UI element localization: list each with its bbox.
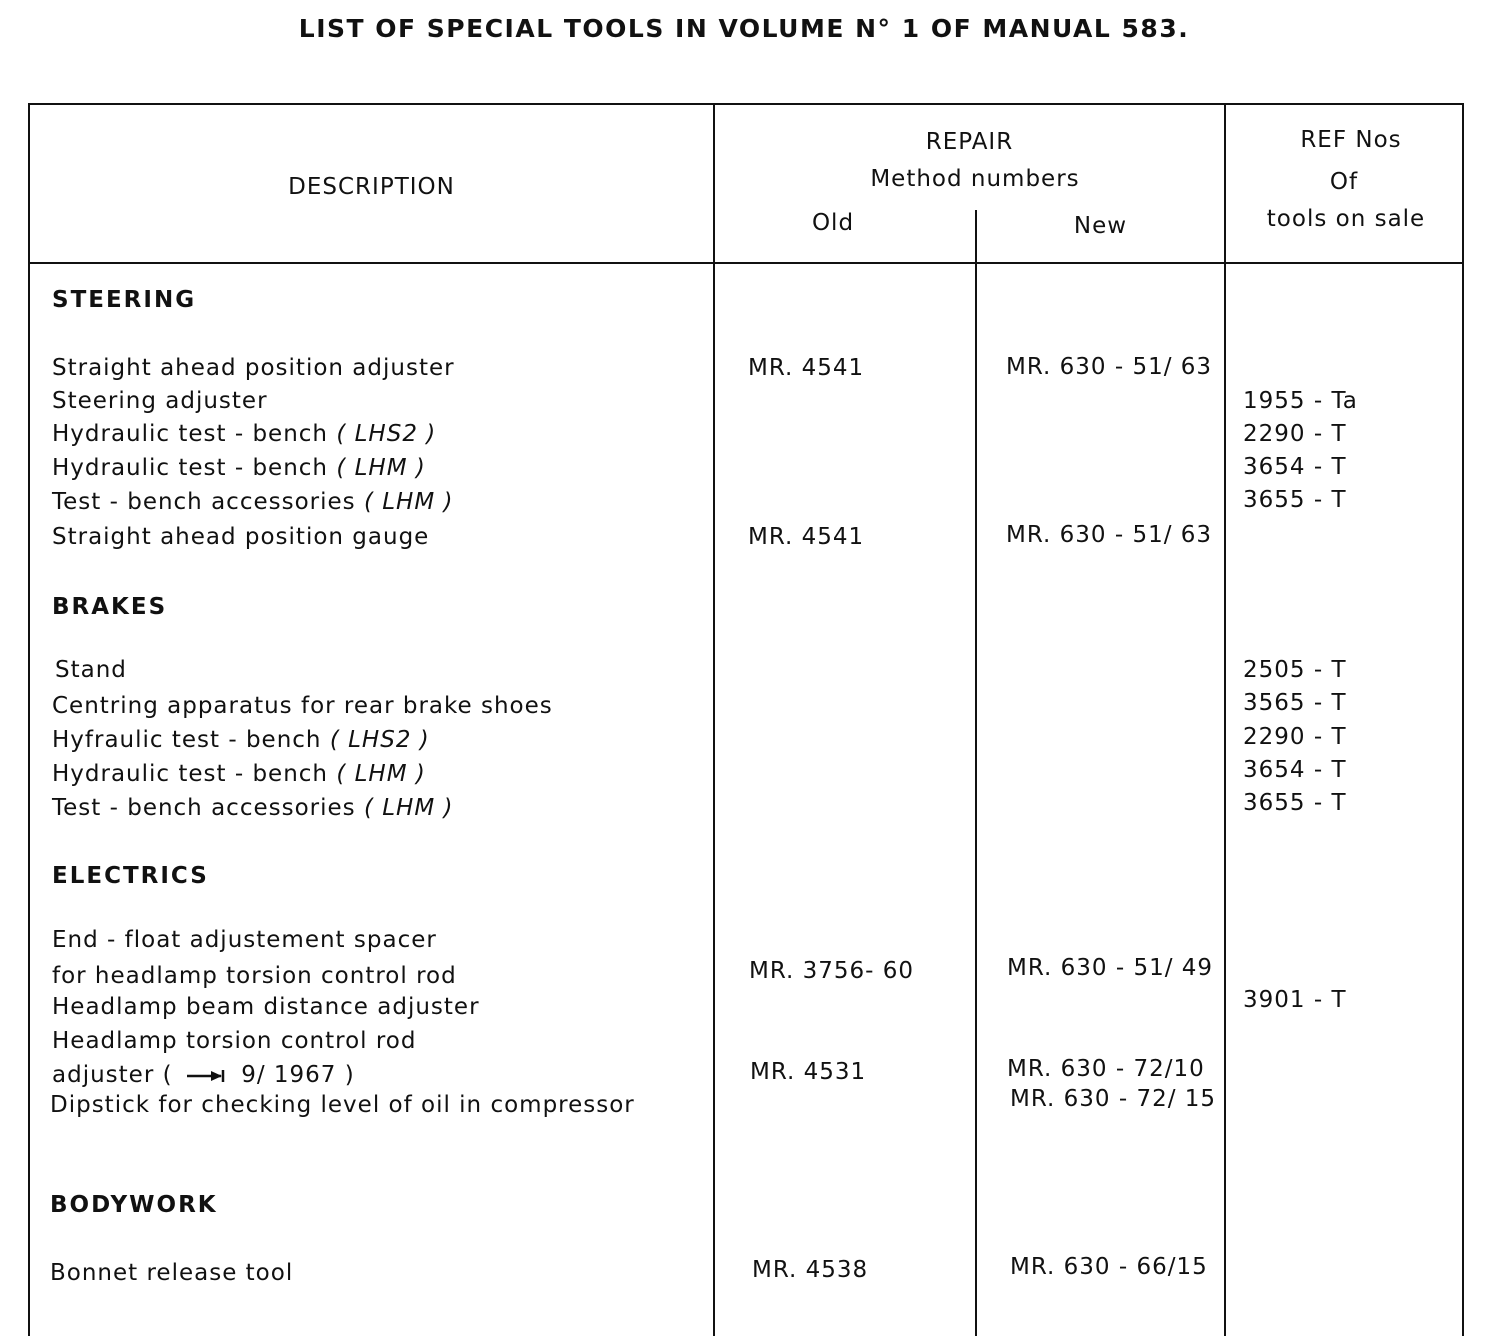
row-new: MR. 630 - 51/ 49 xyxy=(1007,955,1214,981)
row-desc-text: adjuster ( xyxy=(52,1062,173,1088)
row-desc-text: 9/ 1967 ) xyxy=(241,1062,355,1088)
section-heading-bodywork: BODYWORK xyxy=(50,1192,218,1218)
row-ref: 3565 - T xyxy=(1243,690,1347,716)
page-title: LIST OF SPECIAL TOOLS IN VOLUME N° 1 OF MANUAL 583. xyxy=(298,14,1190,43)
row-desc xyxy=(52,420,436,448)
row-old: MR. 4538 xyxy=(752,1257,869,1283)
row-ref: 3654 - T xyxy=(1243,757,1347,783)
header-bottom-border xyxy=(28,262,1464,264)
header-repair: REPAIR xyxy=(925,129,1014,155)
row-fluid-tag: ( LHS2 ) xyxy=(336,421,437,447)
row-fluid-tag: ( LHM ) xyxy=(336,455,426,481)
table-left-border xyxy=(28,103,30,1336)
row-desc-text: Hydraulic test - bench xyxy=(52,761,329,787)
row-desc: Dipstick for checking level of oil in compressor xyxy=(50,1092,635,1118)
row-desc-text: Hyfraulic test - bench xyxy=(52,727,322,753)
row-desc: Bonnet release tool xyxy=(50,1260,294,1286)
row-desc: Steering adjuster xyxy=(52,388,268,414)
row-desc: for headlamp torsion control rod xyxy=(52,963,457,989)
row-old: MR. 4541 xyxy=(748,524,865,550)
row-new: MR. 630 - 66/15 xyxy=(1010,1254,1208,1280)
row-desc: Stand xyxy=(55,657,127,683)
table-top-border xyxy=(28,103,1464,105)
header-old: Old xyxy=(811,210,855,236)
header-ref-line3: tools on sale xyxy=(1266,206,1426,232)
row-ref: 2505 - T xyxy=(1243,657,1347,683)
row-desc: Straight ahead position adjuster xyxy=(52,355,455,381)
arrow-to-bar-icon xyxy=(185,1068,229,1084)
row-desc: Centring apparatus for rear brake shoes xyxy=(52,693,553,719)
col-divider-old-new xyxy=(975,210,977,1336)
row-old: MR. 3756- 60 xyxy=(749,958,915,984)
row-desc: End - float adjustement spacer xyxy=(52,927,437,953)
section-heading-brakes: BRAKES xyxy=(52,594,168,620)
row-new: MR. 630 - 72/10 xyxy=(1007,1056,1205,1082)
row-new: MR. 630 - 51/ 63 xyxy=(1006,354,1213,380)
row-desc xyxy=(52,760,426,788)
section-heading-electrics: ELECTRICS xyxy=(52,863,209,889)
row-desc-text: Test - bench accessories xyxy=(52,489,356,515)
row-desc: Straight ahead position gauge xyxy=(52,524,430,550)
header-ref-line1: REF Nos xyxy=(1300,127,1402,153)
row-desc-text: Test - bench accessories xyxy=(52,795,356,821)
row-fluid-tag: ( LHM ) xyxy=(336,761,426,787)
row-new: MR. 630 - 72/ 15 xyxy=(1010,1086,1217,1112)
row-desc xyxy=(52,488,453,516)
row-fluid-tag: ( LHM ) xyxy=(363,489,454,515)
row-desc xyxy=(52,794,453,822)
table-right-border xyxy=(1462,103,1464,1336)
header-description: DESCRIPTION xyxy=(288,174,455,200)
col-divider-description xyxy=(713,103,715,1336)
header-new: New xyxy=(1073,213,1128,239)
row-ref: 3901 - T xyxy=(1243,987,1347,1013)
row-desc: Headlamp torsion control rod xyxy=(52,1028,417,1054)
row-desc-text: Hydraulic test - bench xyxy=(52,421,329,447)
header-method-numbers: Method numbers xyxy=(870,166,1080,192)
row-ref: 3655 - T xyxy=(1243,487,1347,513)
row-ref: 2290 - T xyxy=(1243,724,1347,750)
row-fluid-tag: ( LHS2 ) xyxy=(329,727,430,753)
row-desc: Headlamp beam distance adjuster xyxy=(52,994,480,1020)
row-ref: 3655 - T xyxy=(1243,790,1347,816)
row-old: MR. 4541 xyxy=(748,355,865,381)
row-desc-text: Hydraulic test - bench xyxy=(52,455,329,481)
row-desc xyxy=(52,454,426,482)
row-ref: 3654 - T xyxy=(1243,454,1347,480)
section-heading-steering: STEERING xyxy=(52,287,197,313)
header-ref-line2: Of xyxy=(1329,169,1359,195)
col-divider-ref xyxy=(1224,103,1226,1336)
row-old: MR. 4531 xyxy=(750,1059,867,1085)
row-ref: 1955 - Ta xyxy=(1243,388,1358,414)
row-desc xyxy=(52,726,430,754)
row-fluid-tag: ( LHM ) xyxy=(363,795,454,821)
row-desc xyxy=(52,1061,355,1089)
row-ref: 2290 - T xyxy=(1243,421,1347,447)
row-new: MR. 630 - 51/ 63 xyxy=(1006,522,1213,548)
